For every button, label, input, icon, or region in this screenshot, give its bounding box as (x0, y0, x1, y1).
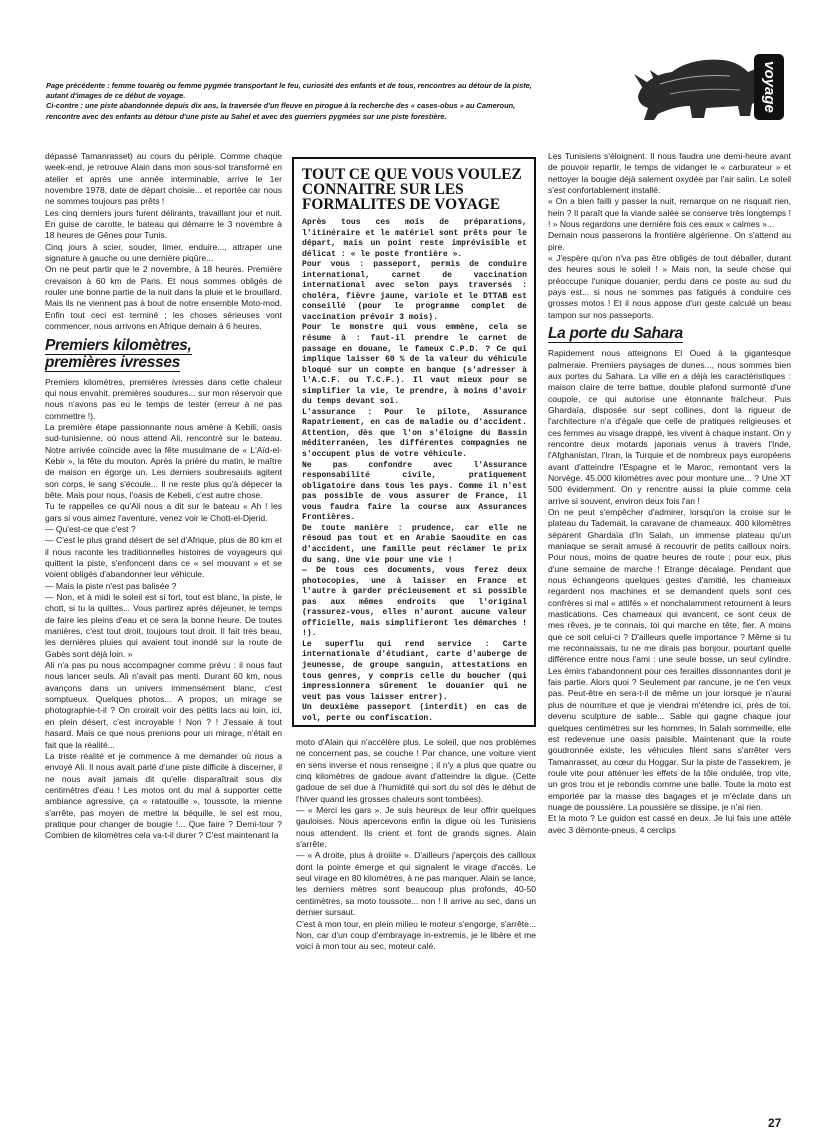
sidebar-paragraph: Ne pas confondre avec l'Assurance responsabilité civile, pratiquement obligatoire dans tous les pays. Comme il n'est pas possible de vous assurer de France, il vous faudra faire la course aux Assurances Frontières. (302, 460, 527, 523)
paragraph: « On a bien failli y passer la nuit, remarque on ne risquait rien, hein ? Il paraît que la viande salée se conserve très longtemps ! ! » Nous regardons une dernière fois ces eaux « calmes »... (548, 196, 791, 230)
sidebar-paragraph: Le superflu qui rend service : Carte internationale d'étudiant, carte d'auberge de jeunesse, de groupe sanguin, attestations en tous genres, y compris celle du boucher (qui impressionnera sûrement le douanier qui ne veut pas vous laisser entrer). (302, 639, 527, 702)
paragraph: dépassé Tamanrasset) au cours du périple. Comme chaque week-end, je retrouve Alain dans mon sous-sol transformé en atelier et après une année interminable, arrive le 1er novembre 1978, date de départ choisie... et reportée car nous ne sommes toujours pas prêts ! (45, 151, 282, 207)
paragraph: — « Merci les gars ». Je suis heureux de leur offrir quelques gauloises. Nous apercevons enfin la digue où les Tunisiens nous attendent. Ils crient et font de grands signes. Alain s'arrête. (296, 805, 536, 850)
photo-caption (46, 81, 536, 122)
column-3 (548, 151, 791, 836)
sidebar-paragraph: Après tous ces mois de préparations, l'itinéraire et le matériel sont prêts pour le départ, mais un point reste imprévisible et délicat : « le poste frontière ». (302, 218, 527, 259)
paragraph: On ne peut s'empêcher d'admirer, lorsqu'on la croise sur le plateau du Tademait, la caravane de chameaux. 400 kilomètres séparent Ghardaïa d'In Salah, un immense plateau qu'un maniaque se serait amusé à recouvrir de petits cailloux noirs. Pour nous, moins de quatre heures de route ; pour eux, plus d'une semaine de marche ! Etrange décalage. Pendant que nous échangeons quelques gestes d'amitié, les chameaux regardent nos machines et se demandent quels sont ces confrères si mal « attifés » et nonchalamment retournent à leurs mastications. Ces chameaux qui avancent, ce sont ceux de mes rêves, je te connais, toi qui marche en tête, fier. A moins que ce soit celui-ci ? D'ailleurs quelle importance ? Même si tu me reconnaissais, tu ne me dirais pas bonjour, pourtant quelle différence entre nous l'ami : une seule bosse, un seul cylindre. Les émirs t'abandonnent pour ces ferailles dissonnantes dont je fais partie. Alors quoi ? Seulement par rancune, je ne t'en veux pas. Peut-être en sera-t-il de même un jour lorsque je n'aurai plus de nourriture et que je viendrai m'étendre ici, près de toi, devenu sculpture de sable... Sable qui gagne chaque jour quelques centimètres sur les hommes, In Salah sommeille, elle est redevenue une oasis paisible. Maintenant que la route goudronnée existe, les véhicules filent sans s'arrêter vers Tamanrasset, au cœur du Hoggar. Sur la piste de l'assekrem, je roule vite pour atténuer les effets de la tôle ondulée, trop vite, un gros trou et je rebondis comme une balle. Toute la moto est emportée par la masse des bagages et je m'éclate dans un nuage de poussière. La poussière se dissipe, je n'ai rien. (548, 506, 791, 812)
logo-text: voyage (761, 61, 778, 113)
paragraph: Et la moto ? Le guidon est cassé en deux. Je lui fais une attèle avec 3 démonte-pneus, 4 cerclips (548, 813, 791, 835)
paragraph: Les Tunisiens s'éloignent. Il nous faudra une demi-heure avant de pouvoir repartir, le temps de vidanger le « carburateur » et nettoyer la bougie déjà salement oxydée par l'air salin. Le soleil s'est confortablement installé. (548, 151, 791, 196)
sidebar-title: TOUT CE QUE VOUS VOULEZ CONNAITRE SUR LES FORMALITES DE VOYAGE (302, 166, 522, 213)
sidebar-paragraph: L'assurance : Pour le pilote, Assurance Rapatriement, en cas de maladie ou d'accident. Attention, dès que l'on s'éloigne du Bassin méditerranéen, les différentes compagnies ne s'occupent plus de votre véhicule. (302, 407, 527, 460)
paragraph: « J'espère qu'on n'va pas être obligés de tout déballer, durant des heures sous le soleil ! » Mais non, la seule chose qui préoccupe l'unique douanier, perdu dans ce poste au sud du pays est... si nous ne sommes pas fatigués à conduire ces grosses motos ! Et il nous appose d'un geste calculé un beau tampon sur nos passeports. (548, 253, 791, 320)
page-number: 27 (768, 1116, 782, 1130)
section-heading-porte-du-sahara (548, 325, 791, 342)
paragraph: Ali n'a pas pu nous accompagner comme prévu : il nous faut nous lancer seuls. Ali n'avait pas menti. Durant 60 km, nous avançons dans un univers immensément blanc, c'est somptueux. Quelques photos... A propos, un mirage se photographie-t-il ? On croirait voir des petits lacs au loin, ici, en plein désert, c'est incroyable ! Non ? ! J'essaie à tout hasard. Mais ce que nous prenions pour un mirage, n'était en fait que la réalité... (45, 660, 282, 750)
formalities-sidebar-box (292, 157, 536, 727)
paragraph: moto d'Alain qui n'accélère plus. Le soleil, que nos problèmes ne concernent pas, se couche ! Par chance, une voiture vient en sens inverse et nous renseigne ; il n'y a plus que quatre ou cinq kilomètres de gadoue avant d'atteindre la digue. (Cette gadoue de sel due à l'humidité qui sort du sol dès le début de l'hiver quand les grosses chaleurs sont tombées). (296, 737, 536, 804)
sidebar-paragraph: Pour le monstre qui vous emmène, cela se résume à : faut-il prendre le carnet de passage en douane, le fameux C.P.D. ? Ce qui implique laisser 60 % de la valeur du véhicule bloqué sur un compte en banque (s'adresser à l'A.C.F. ou T.C.F.). Il vaut mieux pour se simplifier la vie, le prendre, à moins d'avoir du temps devant soi. (302, 323, 527, 407)
sidebar-paragraph: Un deuxième passeport (interdit) en cas de vol, perte ou confiscation. (302, 703, 527, 723)
caption-line-2: Ci-contre : une piste abandonnée depuis dix ans, la traversée d'un fleuve en pirogue à la recherche des « cases-obus » au Cameroun, rencontre avec des enfants au détour d'une piste au Sahel et avec des guerriers pygmées sur une piste forestière. (46, 101, 516, 121)
heading-text: La porte du Sahara (548, 325, 683, 343)
paragraph: La première étape passionnante nous amène à Kebili, oasis sud-tunisienne, où nous attend Ali, rencontré sur le bateau. Notre arrivée coïncide avec la fête musulmane de « L'Aïd-el-Kebir », la fête du mouton. Après la prière du matin, le maître de maison en égorge un. Les derniers soubresauts agitent son corps, le sang s'écoule... Il ne reste plus qu'à dépecer la bête. Mais pour nous, l'oasis de Kebeli, c'est autre chose. (45, 421, 282, 500)
sidebar-body (302, 218, 527, 724)
sidebar-paragraph: — De tous ces documents, vous ferez deux photocopies, une à laisser en France et l'autre à garder précieusement et si possible pas aux mêmes endroits que l'original (rassurez-vous, elles n'auront aucune valeur officielle, mais simplifieront les démarches ! !). (302, 566, 527, 639)
paragraph: — C'est le plus grand désert de sel d'Afrique, plus de 80 km et il nous raconte les traditionnelles histoires de voyageurs qui quittent la piste, s'enfoncent dans ce « sel mouvant » et se voient obligés d'abandonner leur véhicule. (45, 535, 282, 580)
column-2-text (296, 737, 536, 953)
paragraph: Les cinq derniers jours furent délirants, travaillant jour et nuit. En guise de carotte, le bateau qui démarre le 3 novembre à 18 heures de Gênes pour Tunis. (45, 207, 282, 241)
paragraph: — « A droite, plus à droiiite ». D'ailleurs j'aperçois des cailloux dont la pointe émerge et qui signalent le virage d'accès. Le seul virage en 80 kilomètres, à ne pas manquer. Alain se lance, les derniers mètres sont beaucoup plus profonds, 40-50 centimètres, sa moto toussote... non ! Il arrive au sec, dans un dernier sursaut. (296, 850, 536, 918)
logo-badge (754, 54, 784, 120)
section-heading-premiers-kilometres (45, 337, 282, 371)
caption-line-1: Page précédente : femme touarèg ou femme pygmée transportant le feu, curiosité des enfants et de tous, rencontres au détour de la piste, autant d'images de ce début de voyage. (46, 81, 532, 101)
voyage-logo (630, 44, 790, 124)
paragraph: — Mais la piste n'est pas balisée ? (45, 580, 177, 591)
paragraph: Rapidement nous atteignons El Oued à la gigantesque palmeraie. Premiers paysages de dunes..., nous sommes bien aux portes du Sahara. La ville en a déjà les caractéristiques : maison claire de terre battue, double plafond surmonté d'une coupole, ce qui autorise une étonnante fraîcheur. Puis Ghardaïa, disposée sur sept collines, dont la rigueur de l'architecture n'a d'égale que celle de pratiques religieuses et ces femmes au visage drappé, les vivent à chaque instant. On y rencontre deux motards japonais venus à travers l'Inde, l'Afghanistan, l'Iran, la Turquie et de nombreux pays européens avant d'atteindre l'Espagne et le Maroc, remontant vers la Norvège. 45.000 kilomètres avec pour monture une... ? Une XT 500 évidemment. On y rencntre aussi la pluie comme cela arrive si souvent, environ deux fois l'an ! (548, 348, 791, 506)
paragraph: Tu te rappelles ce qu'Ali nous a dit sur le bateau « Ah ! les gars si vous aimez l'aventure, venez voir le Chott-el-Djerid. (45, 501, 282, 523)
sidebar-paragraph: De toute manière : prudence, car elle ne résoud pas tout et en Arabie Saoudite en cas d'accident, une famille peut réclamer le prix du sang. Une vie pour une vie ! (302, 523, 527, 565)
paragraph: On ne peut partir que le 2 novembre, à 18 heures. Première crevaison à 60 km de Paris. Et nous sommes obligés de rouler une bonne partie de la nuit dans la pluie et le brouillard. Mais ils ne viennent pas à bout de notre ensemble Moto-mod. Enfin tout ceci est terminé ; les choses sérieuses vont commencer, nous arrivons en Afrique demain à 6 heures. (45, 264, 282, 332)
heading-line-1: Premiers kilomètres, (45, 336, 192, 354)
sidebar-paragraph: Pour vous : passeport, permis de conduire international, carnet de vaccination international avec selon pays traversés : choléra, fièvre jaune, variole et le DTTAB est conseillé (pour le programme complet de vaccination prévoir 3 mois). (302, 260, 527, 322)
paragraph: La triste réalité et je commence à me demander où nous a envoyé Ali. Il nous avait parlé d'une piste difficile à discerner, il ne nous avait jamais dit qu'elle disparaîtrait sous dix centimètres d'eau ! Les motos ont du mal à supporter cette ambiance agressive, ça « ratatouille », toussote, la mienne s'arrête, pas moyen de mettre la béquille, le sel est mou, pratique pour changer de bougie !... Que faire ? Demi-tour ? Combien de kilomètres cela va-t-il durer ? C'est maintenant la (45, 750, 282, 841)
paragraph: C'est à mon tour, en plein milieu le moteur s'engorge, s'arrête... Non, car d'un coup d'embrayage in-extremis, je le libère et me voici à mon tour au sec, moteur calé. (296, 918, 536, 952)
heading-line-2: premières ivresses (45, 353, 181, 371)
paragraph: Premiers kilomètres, premières ivresses dans cette chaleur qui nous envahit, premières soudures... sur mon réservoir que nous n'avons pas eu le temps de tester (erreur à ne pas commettre !). (45, 376, 282, 421)
paragraph: — Qu'est-ce que c'est ? (45, 523, 136, 534)
paragraph: Demain nous passerons la frontière algérienne. On s'attend au pire. (548, 230, 791, 252)
column-1 (45, 151, 282, 842)
paragraph: Cinq jours à scier, souder, limer, enduire..., attraper une signature à gauche ou une dernière piqûre... (45, 241, 282, 264)
paragraph: — Non, et à midi le soleil est si fort, tout est blanc, la piste, le chott, si tu la quittes... Vous partirez après déjeuner, le temps de faire les pleins d'eau et ce sera la bonne heure. De toutes manières, c'est tout droit, toujours tout droit. Il fait très beau, les dernières pluies qui avaient tout inondé sur la route de Gabès sont déjà loin. » (45, 592, 282, 659)
